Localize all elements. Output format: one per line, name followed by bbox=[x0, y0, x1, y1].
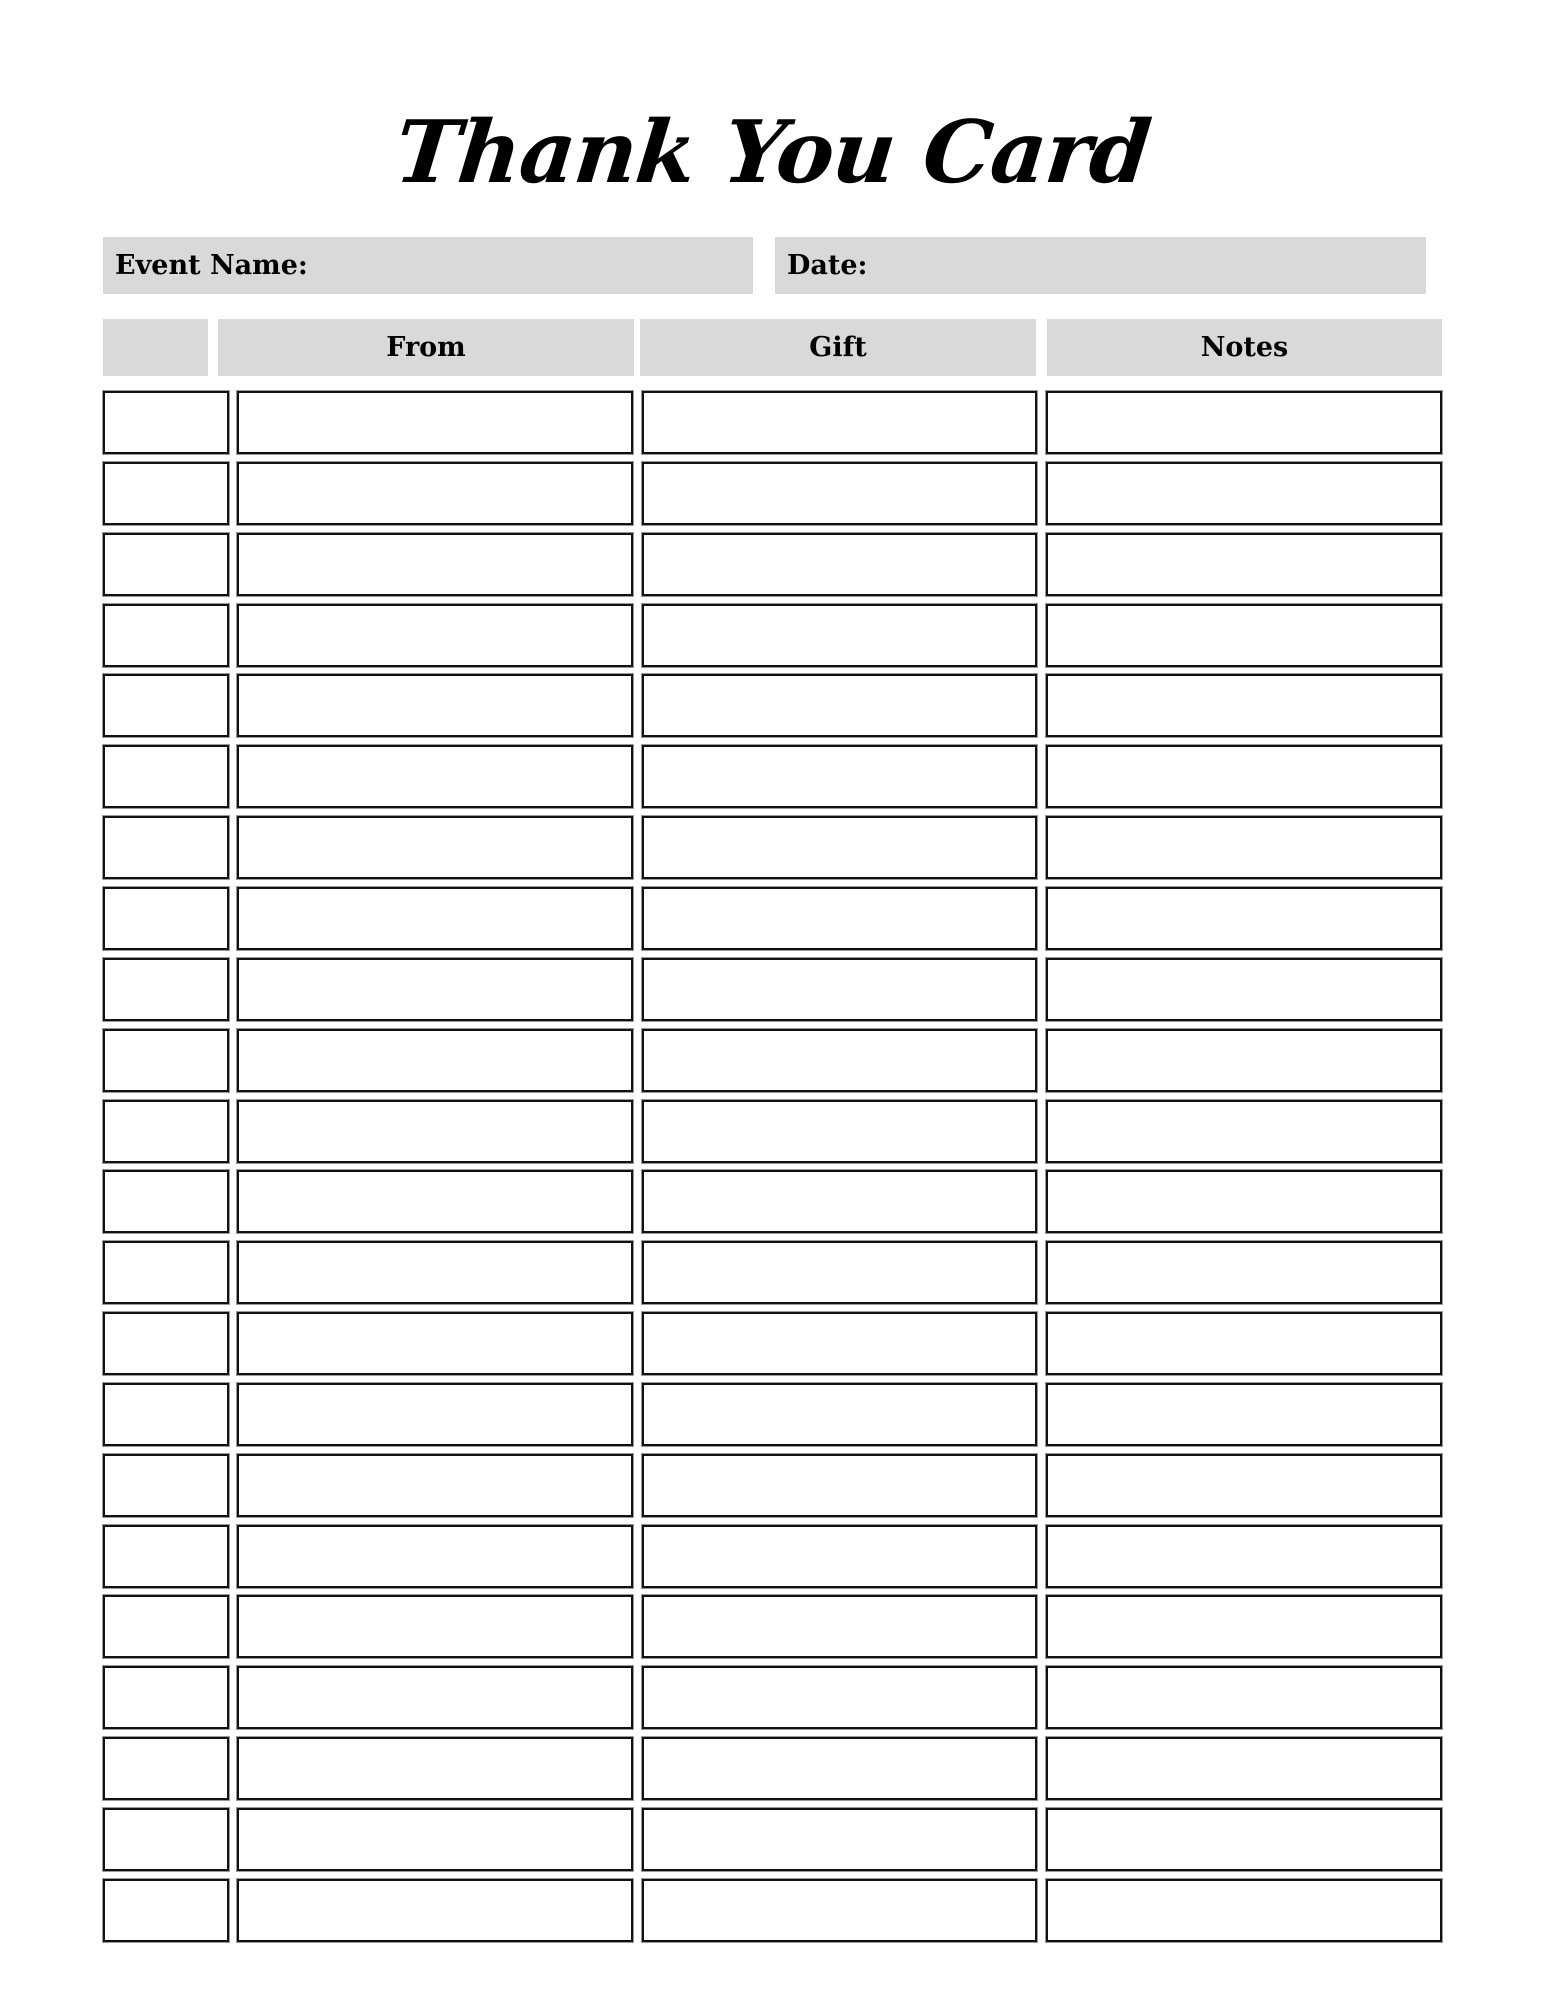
table-cell-from[interactable] bbox=[237, 1737, 633, 1800]
table-cell-gift[interactable] bbox=[642, 1383, 1037, 1446]
table-cell-notes[interactable] bbox=[1046, 1525, 1442, 1588]
column-header-from: From bbox=[218, 319, 634, 376]
event-name-label: Event Name: bbox=[115, 250, 308, 281]
table-cell-check[interactable] bbox=[103, 887, 229, 950]
table-cell-gift[interactable] bbox=[642, 816, 1037, 879]
table-cell-from[interactable] bbox=[237, 745, 633, 808]
table-cell-from[interactable] bbox=[237, 1666, 633, 1729]
table-cell-from[interactable] bbox=[237, 1241, 633, 1304]
table-cell-check[interactable] bbox=[103, 1029, 229, 1092]
table-cell-check[interactable] bbox=[103, 816, 229, 879]
table-cell-from[interactable] bbox=[237, 1525, 633, 1588]
table-cell-gift[interactable] bbox=[642, 1525, 1037, 1588]
table-cell-from[interactable] bbox=[237, 1454, 633, 1517]
table-cell-notes[interactable] bbox=[1046, 604, 1442, 667]
table-cell-from[interactable] bbox=[237, 1029, 633, 1092]
table-cell-check[interactable] bbox=[103, 1666, 229, 1729]
table-cell-from[interactable] bbox=[237, 1170, 633, 1233]
column-header-notes: Notes bbox=[1047, 319, 1442, 376]
table-cell-notes[interactable] bbox=[1046, 1383, 1442, 1446]
table-cell-check[interactable] bbox=[103, 604, 229, 667]
table-cell-check[interactable] bbox=[103, 1454, 229, 1517]
table-cell-notes[interactable] bbox=[1046, 1312, 1442, 1375]
table-cell-notes[interactable] bbox=[1046, 1170, 1442, 1233]
table-cell-gift[interactable] bbox=[642, 604, 1037, 667]
table-cell-check[interactable] bbox=[103, 1808, 229, 1871]
table-cell-gift[interactable] bbox=[642, 1100, 1037, 1163]
table-cell-gift[interactable] bbox=[642, 1595, 1037, 1658]
table-cell-check[interactable] bbox=[103, 745, 229, 808]
table-cell-from[interactable] bbox=[237, 533, 633, 596]
table-cell-notes[interactable] bbox=[1046, 816, 1442, 879]
table-cell-from[interactable] bbox=[237, 1383, 633, 1446]
table-cell-check[interactable] bbox=[103, 1170, 229, 1233]
table-cell-gift[interactable] bbox=[642, 745, 1037, 808]
table-cell-from[interactable] bbox=[237, 1595, 633, 1658]
table-cell-check[interactable] bbox=[103, 1312, 229, 1375]
table-cell-notes[interactable] bbox=[1046, 1666, 1442, 1729]
table-cell-from[interactable] bbox=[237, 958, 633, 1021]
table-cell-gift[interactable] bbox=[642, 1666, 1037, 1729]
table-cell-check[interactable] bbox=[103, 674, 229, 737]
date-label: Date: bbox=[787, 250, 868, 281]
table-cell-gift[interactable] bbox=[642, 533, 1037, 596]
table-cell-from[interactable] bbox=[237, 391, 633, 454]
date-input[interactable] bbox=[868, 236, 1426, 295]
event-name-input[interactable] bbox=[308, 236, 753, 295]
table-cell-gift[interactable] bbox=[642, 1312, 1037, 1375]
table-cell-check[interactable] bbox=[103, 1241, 229, 1304]
table-cell-gift[interactable] bbox=[642, 1029, 1037, 1092]
table-cell-notes[interactable] bbox=[1046, 1595, 1442, 1658]
table-cell-from[interactable] bbox=[237, 1808, 633, 1871]
table-cell-notes[interactable] bbox=[1046, 958, 1442, 1021]
table-cell-notes[interactable] bbox=[1046, 1808, 1442, 1871]
event-name-field[interactable] bbox=[103, 237, 753, 294]
table-cell-from[interactable] bbox=[237, 1312, 633, 1375]
table-cell-notes[interactable] bbox=[1046, 674, 1442, 737]
table-cell-check[interactable] bbox=[103, 533, 229, 596]
page-title: Thank You Card bbox=[390, 102, 1155, 203]
table-cell-notes[interactable] bbox=[1046, 462, 1442, 525]
table-cell-check[interactable] bbox=[103, 1737, 229, 1800]
table-cell-from[interactable] bbox=[237, 462, 633, 525]
table-cell-gift[interactable] bbox=[642, 1241, 1037, 1304]
table-cell-gift[interactable] bbox=[642, 1454, 1037, 1517]
table-cell-notes[interactable] bbox=[1046, 533, 1442, 596]
table-cell-gift[interactable] bbox=[642, 958, 1037, 1021]
table-cell-check[interactable] bbox=[103, 958, 229, 1021]
table-cell-gift[interactable] bbox=[642, 391, 1037, 454]
table-cell-notes[interactable] bbox=[1046, 887, 1442, 950]
column-header-check bbox=[103, 319, 208, 376]
table-cell-check[interactable] bbox=[103, 1100, 229, 1163]
table-cell-check[interactable] bbox=[103, 1525, 229, 1588]
table-cell-notes[interactable] bbox=[1046, 1100, 1442, 1163]
table-cell-gift[interactable] bbox=[642, 674, 1037, 737]
column-header-gift: Gift bbox=[640, 319, 1036, 376]
table-cell-gift[interactable] bbox=[642, 1879, 1037, 1942]
date-field[interactable] bbox=[775, 237, 1426, 294]
table-cell-from[interactable] bbox=[237, 1879, 633, 1942]
table-cell-notes[interactable] bbox=[1046, 1241, 1442, 1304]
table-cell-from[interactable] bbox=[237, 1100, 633, 1163]
table-cell-notes[interactable] bbox=[1046, 1737, 1442, 1800]
table-cell-notes[interactable] bbox=[1046, 391, 1442, 454]
table-cell-from[interactable] bbox=[237, 674, 633, 737]
table-cell-check[interactable] bbox=[103, 1595, 229, 1658]
table-cell-notes[interactable] bbox=[1046, 1879, 1442, 1942]
table-cell-notes[interactable] bbox=[1046, 1029, 1442, 1092]
table-cell-notes[interactable] bbox=[1046, 1454, 1442, 1517]
table-cell-gift[interactable] bbox=[642, 1737, 1037, 1800]
table-cell-check[interactable] bbox=[103, 1383, 229, 1446]
table-cell-notes[interactable] bbox=[1046, 745, 1442, 808]
table-cell-from[interactable] bbox=[237, 887, 633, 950]
table-cell-gift[interactable] bbox=[642, 462, 1037, 525]
table-cell-check[interactable] bbox=[103, 1879, 229, 1942]
table-cell-check[interactable] bbox=[103, 391, 229, 454]
table-cell-gift[interactable] bbox=[642, 887, 1037, 950]
table-cell-gift[interactable] bbox=[642, 1170, 1037, 1233]
table-cell-gift[interactable] bbox=[642, 1808, 1037, 1871]
table-cell-check[interactable] bbox=[103, 462, 229, 525]
table-cell-from[interactable] bbox=[237, 604, 633, 667]
table-cell-from[interactable] bbox=[237, 816, 633, 879]
